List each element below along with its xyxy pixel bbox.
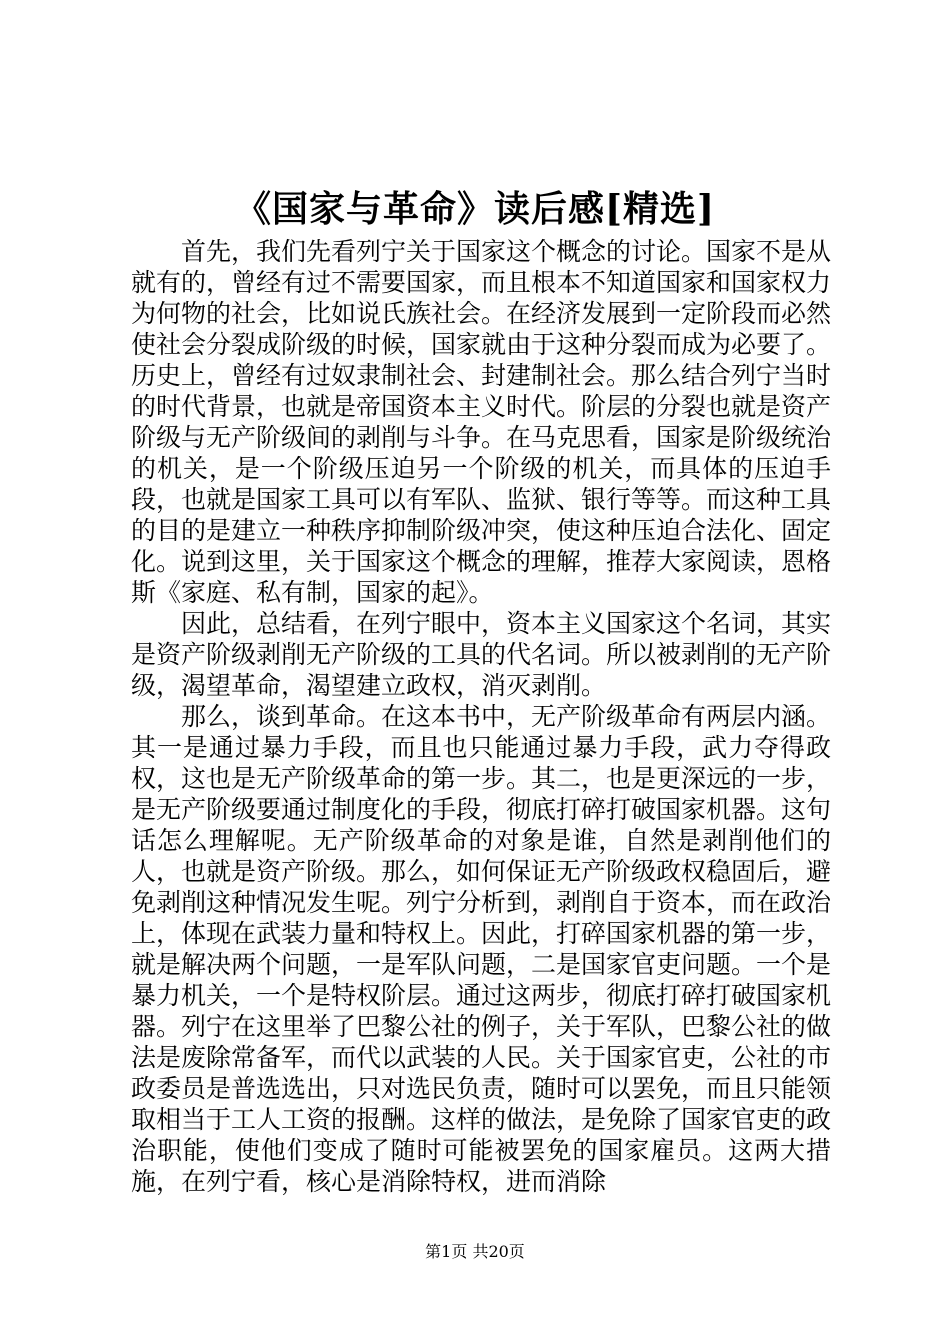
document-body [131,236,831,1197]
page-number-footer: 第1页 共20页 [425,1242,525,1261]
paragraph-1: 首先，我们先看列宁关于国家这个概念的讨论。国家不是从就有的，曾经有过不需要国家，而且根本不知道国家和国家权力为何物的社会，比如说氏族社会。在经济发展到一定阶段而必然使社会分裂成阶级的时候，国家就由于这种分裂而成为必要了。历史上，曾经有过奴隶制社会、封建制社会。那么结合列宁当时的时代背景，也就是帝国资本主义时代。阶层的分裂也就是资产阶级与无产阶级间的剥削与斗争。在马克思看，国家是阶级统治的机关，是一个阶级压迫另一个阶级的机关，而具体的压迫手段，也就是国家工具可以有军队、监狱、银行等等。而这种工具的目的是建立一种秩序抑制阶级冲突，使这种压迫合法化、固定化。说到这里，关于国家这个概念的理解，推荐大家阅读，恩格斯《家庭、私有制，国家的起》。 [131,237,832,607]
paragraph-3: 那么，谈到革命。在这本书中，无产阶级革命有两层内涵。其一是通过暴力手段，而且也只能通过暴力手段，武力夺得政权，这也是无产阶级革命的第一步。其二，也是更深远的一步，是无产阶级要通过制度化的手段，彻底打碎打破国家机器。这句话怎么理解呢。无产阶级革命的对象是谁，自然是剥削他们的人，也就是资产阶级。那么，如何保证无产阶级政权稳固后，避免剥削这种情况发生呢。列宁分析到，剥削自于资本，而在政治上，体现在武装力量和特权上。因此，打碎国家机器的第一步，就是解决两个问题，一是军队问题，二是国家官吏问题。一个是暴力机关，一个是特权阶层。通过这两步，彻底打碎打破国家机器。列宁在这里举了巴黎公社的例子，关于军队，巴黎公社的做法是废除常备军，而代以武装的人民。关于国家官吏，公社的市政委员是普选选出，只对选民负责，随时可以罢免，而且只能领取相当于工人工资的报酬。这样的做法，是免除了国家官吏的政治职能，使他们变成了随时可能被罢免的国家雇员。这两大措施，在列宁看，核心是消除特权，进而消除 [131,702,832,1196]
paragraph-2: 因此，总结看，在列宁眼中，资本主义国家这个名词，其实是资产阶级剥削无产阶级的工具的代名词。所以被剥削的无产阶级，渴望革命，渴望建立政权，消灭剥削。 [131,609,832,700]
document-title: 《国家与革命》读后感[精选] [234,188,716,230]
